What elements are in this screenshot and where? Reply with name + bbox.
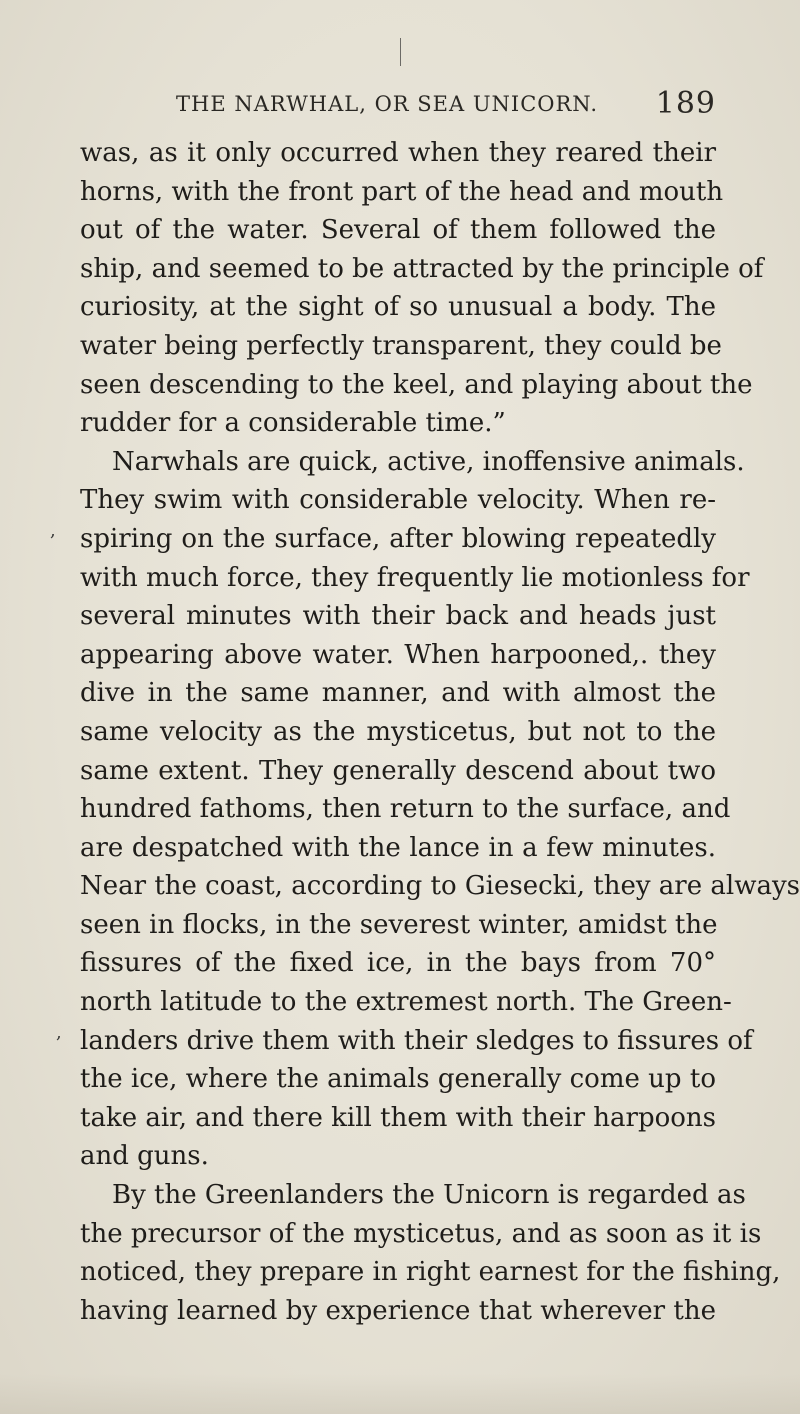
text-line: ship, and seemed to be attracted by the principle of (80, 253, 764, 284)
text-line: curiosity, at the sight of so unusual a body. The (80, 292, 716, 323)
text-line: dive in the same manner, and with almost the (80, 678, 716, 709)
text-line: rudder for a considerable time.” (80, 408, 506, 439)
text-line: horns, with the front part of the head and mouth (80, 176, 724, 207)
text-line: was, as it only occurred when they reared their (80, 138, 716, 168)
text-line: same extent. They generally descend about two (80, 755, 716, 786)
text-line: are despatched with the lance in a few minutes. (80, 832, 716, 863)
text-line: Narwhals are quick, active, inoffensive animals. (112, 446, 745, 477)
text-line: take air, and there kill them with their harpoons (80, 1102, 716, 1133)
text-line: several minutes with their back and heads just (80, 601, 716, 632)
text-line: Near the coast, according to Giesecki, they are always (80, 871, 800, 902)
text-line: appearing above water. When harpooned,. they (80, 639, 716, 670)
body-text (80, 134, 800, 1330)
text-line: landers drive them with their sledges to fissures of (80, 1025, 753, 1056)
text-line: same velocity as the mysticetus, but not to the (80, 716, 716, 747)
text-line: hundred fathoms, then return to the surface, and (80, 794, 731, 825)
text-line: the precursor of the mysticetus, and as soon as it is (80, 1218, 762, 1249)
text-line: spiring on the surface, after blowing repeatedly (80, 523, 716, 554)
text-line: north latitude to the extremest north. The Green- (80, 987, 732, 1018)
text-line: seen descending to the keel, and playing about the (80, 369, 753, 400)
margin-tick: , (56, 1022, 62, 1043)
text-line: and guns. (80, 1141, 209, 1172)
text-line: seen in flocks, in the severest winter, amidst the (80, 909, 718, 940)
text-line: noticed, they prepare in right earnest for the fishing, (80, 1257, 781, 1288)
page-number: 189 (655, 86, 716, 121)
text-line: fissures of the fixed ice, in the bays from 70° (80, 948, 716, 979)
text-line: They swim with considerable velocity. When re- (80, 485, 716, 516)
margin-tick: , (50, 520, 56, 541)
running-title: THE NARWHAL, OR SEA UNICORN. (176, 92, 599, 116)
top-pencil-mark (400, 38, 403, 66)
running-head (176, 86, 716, 126)
text-line: By the Greenlanders the Unicorn is regarded as (112, 1180, 746, 1211)
text-line: with much force, they frequently lie motionless for (80, 562, 750, 593)
text-line: water being perfectly transparent, they could be (80, 330, 722, 361)
page-bottom-shadow (0, 1374, 800, 1414)
text-line: the ice, where the animals generally come up to (80, 1064, 716, 1095)
text-line: out of the water. Several of them followed the (80, 215, 716, 246)
text-line: having learned by experience that wherever the (80, 1295, 716, 1326)
